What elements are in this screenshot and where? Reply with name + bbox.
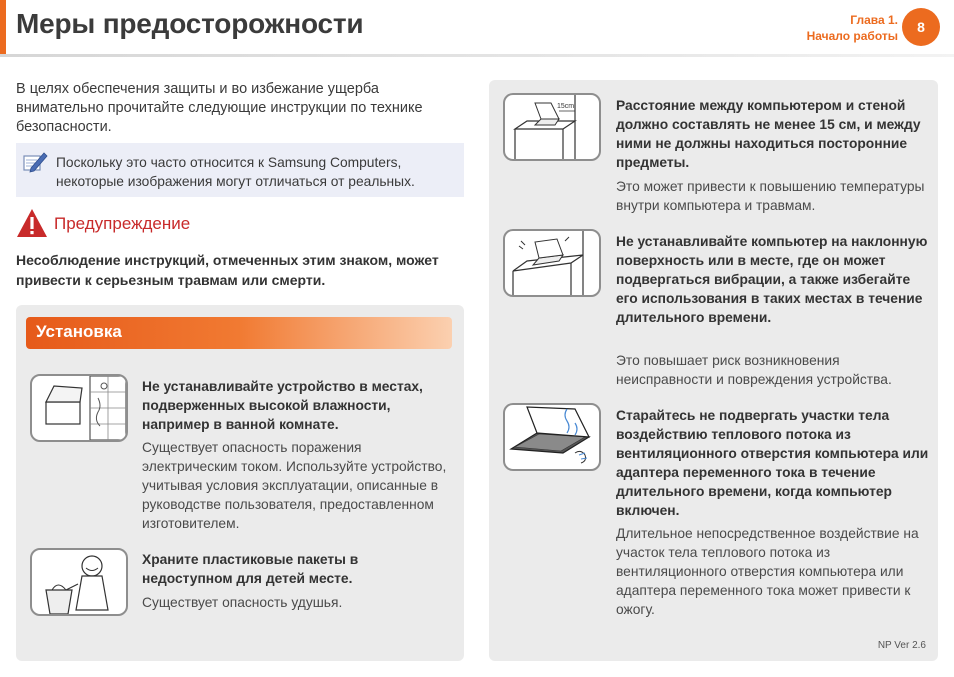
section-title: Установка [36,322,122,341]
chapter-number: Глава 1. [850,13,898,27]
intro-text: В целях обеспечения защиты и во избежание ущерба внимательно прочитайте следующие инструкции по технике безопасности. [16,81,423,135]
heat-vent-illustration [503,403,601,471]
tilted-surface-illustration [503,229,601,297]
page-number-badge: 8 [902,8,940,46]
note-text: Поскольку это часто относится к Samsung Computers, некоторые изображения могут отличаться от реальных. [56,155,415,189]
page-title: Меры предосторожности [16,8,364,39]
right-item-2-text: Это повышает риск возникновения неисправности и повреждения устройства. [616,353,892,387]
note-pencil-icon [22,150,48,176]
right-item-2-title: Не устанавливайте компьютер на наклонную поверхность или в месте, где он может подвергаться вибрации, а также избегайте его использования в таких местах в течение длительного времени. [616,234,928,325]
left-item-1-title: Не устанавливайте устройство в местах, подверженных высокой влажности, например в ванной комнате. [142,379,423,432]
right-item-1-title: Расстояние между компьютером и стеной должно составлять не менее 15 см, и между ними не должны находиться посторонние предметы. [616,98,921,170]
chapter-label[interactable] [807,12,898,44]
bathroom-illustration [30,374,128,442]
left-item-2-text: Существует опасность удушья. [142,595,343,610]
left-item-1-text: Существует опасность поражения электрическим током. Используйте устройство, учитывая условия эксплуатации, описанные в руководстве пользователя, предоставленном изготовителем. [142,440,447,531]
chapter-name: Начало работы [806,29,898,43]
version-label: NP Ver 2.6 [877,640,926,651]
right-item-3-text: Длительное непосредственное воздействие на участок тела теплового потока из вентиляционного отверстия компьютера или адаптера переменного тока может привести к ожогу. [616,526,919,617]
left-item-2-title: Храните пластиковые пакеты в недоступном для детей месте. [142,552,359,586]
right-item-1-text: Это может привести к повышению температуры внутри компьютера и травмам. [616,179,925,213]
warning-text: Несоблюдение инструкций, отмеченных этим знаком, может привести к серьезным травмам или смерти. [16,252,439,288]
wall-distance-illustration [503,93,601,161]
right-item-3-title: Старайтесь не подвергать участки тела воздействию теплового потока из вентиляционного отверстия компьютера или адаптера переменного тока в течение длительного времени, когда компьютер включен. [616,408,929,518]
distance-label: 15cm [557,103,575,110]
title-divider [0,54,954,57]
warning-triangle-icon [16,207,48,239]
warning-title: Предупреждение [54,214,191,233]
child-plastic-bag-illustration [30,548,128,616]
header-accent-bar [0,0,6,54]
